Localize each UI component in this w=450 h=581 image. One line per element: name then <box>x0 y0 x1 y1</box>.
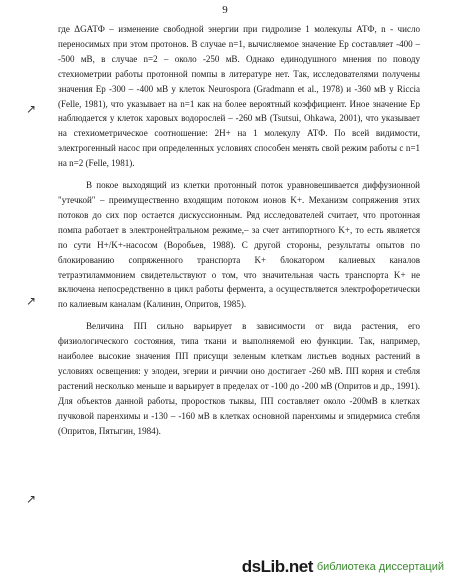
paragraph: где ΔGАТФ – изменение свободной энергии при гидролизе 1 молекулы АТФ, n - число переносимых при этом протонов. В случае n=1, вычисляемое значение Ep составляет -400 – -500 мВ, в случае n=2 – около -250 мВ. Однако единодушного мнения по поводу стехиометрии работы протонной помпы в литературе нет. Так, исследователями получены значения Ep -300 – -400 мВ у клеток Neurospora (Gradmann et al., 1978) и -360 мВ у Riccia (Felle, 1981), что указывает на n=1 как на более вероятный коэффициент. Иное значение Ep наблюдается у клеток харовых водорослей – -260 мВ (Tsutsui, Ohkawa, 2001), что указывает на стехиометрическое соотношение: 2H+ на 1 молекулу АТФ. По всей видимости, электрогенный насос при определенных условиях способен менять свой режим работы с n=1 на n=2 (Felle, 1981). <box>58 24 420 169</box>
margin-arrow-icon: ↗ <box>26 294 37 308</box>
page-number: 9 <box>222 4 228 16</box>
margin-arrow-icon: ↗ <box>26 492 37 506</box>
document-body <box>58 22 420 438</box>
watermark-logo: dsLib.net <box>241 557 313 576</box>
paragraph: Величина ПП сильно варьирует в зависимости от вида растения, его физиологического состояния, типа ткани и выполняемой ею функции. Так, например, наиболее высокие значения ПП присущи зеленым клеткам листьев водных растений в условиях освещения: у элодеи, эгерии и риччии оно достигает -260 мВ. ПП корня и стебля растений несколько меньше и варьирует в пределах от -100 до -200 мВ (Опритов и др., 1991). Для объектов данной работы, проростков тыквы, ПП составляет около -200мВ в клетках пучковой паренхимы и -130 – -160 мВ в клетках основной паренхимы и эпидермиса стебля (Опритов, Пятыгин, 1984). <box>58 321 420 436</box>
margin-arrow-icon: ↗ <box>26 102 37 116</box>
watermark[interactable] <box>242 557 444 577</box>
paragraph: В покое выходящий из клетки протонный поток уравновешивается диффузионной "утечкой" – преимущественно входящим потоком ионов K+. Механизм сопряжения этих потоков до сих пор остается дискуссионным. Ряд исследователей считает, что протонная помпа работает в электронейтральном режиме,– за счет антипортного K+, то есть является по сути H+/K+-насосом (Воробьев, 1988). С другой стороны, результаты опытов по блокированию сопряженного транспорта K+ блокатором калиевых каналов тетраэтиламмонием свидетельствуют о том, что значительная часть транспорта K+ не включена непосредственно в цикл работы фермента, а осуществляется электрофоретически по калиевым каналам (Калинин, Опритов, 1985). <box>58 180 420 310</box>
watermark-text: библиотека диссертаций <box>316 561 444 573</box>
